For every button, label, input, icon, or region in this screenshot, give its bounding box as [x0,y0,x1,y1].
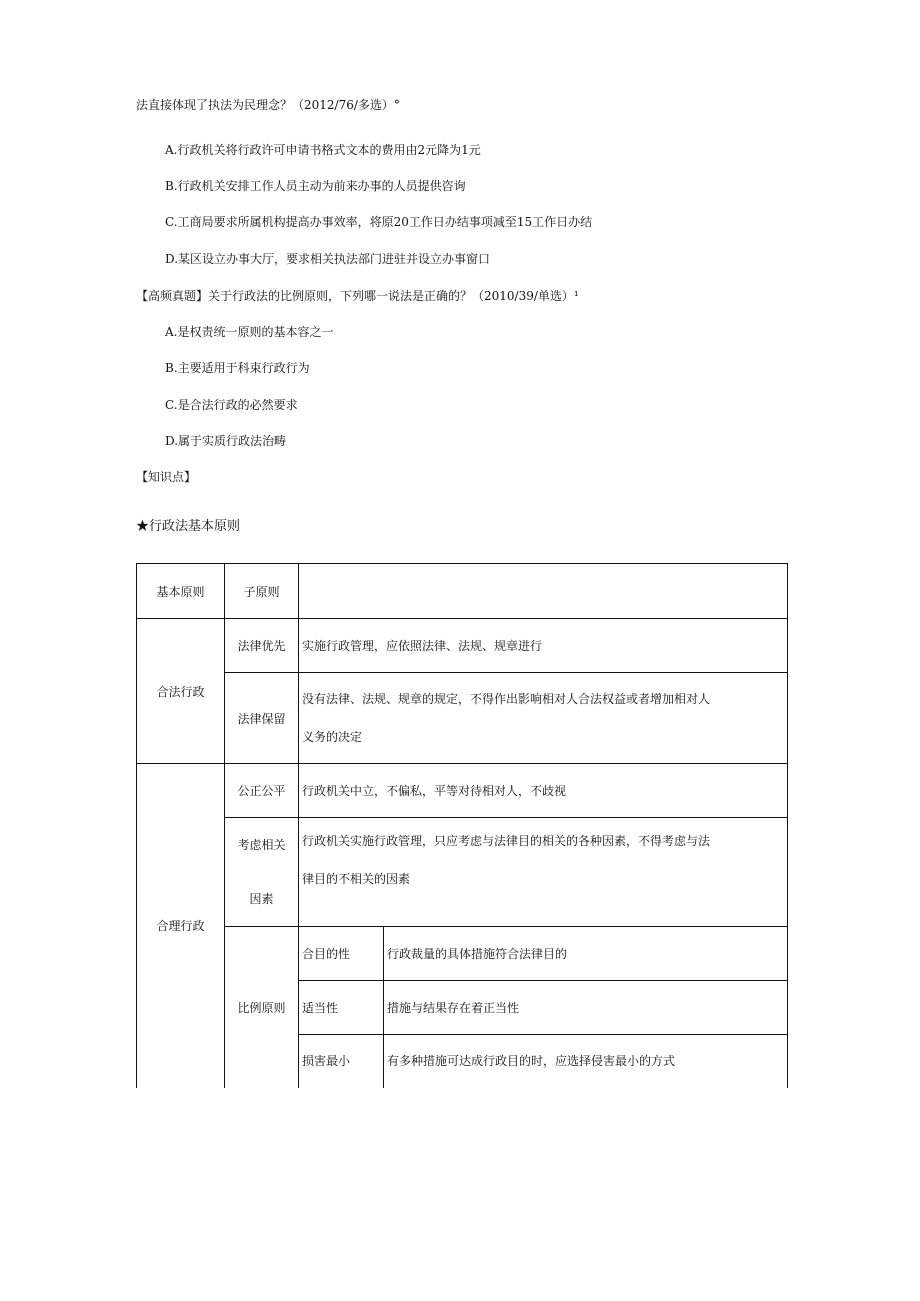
question1-option-d: D.某区设立办事大厅，要求相关执法部门进驻并设立办事窗口 [165,252,491,266]
table-header-row [137,564,788,619]
principle-legal-admin: 合法行政 [137,619,225,764]
desc-fairness: 行政机关中立，不偏私，平等对待相对人，不歧视 [299,764,788,818]
desc-legal-reservation [299,673,788,764]
sub-principle-proportionality: 比例原则 [225,927,299,1088]
question1-option-b: B.行政机关安排工作人员主动为前来办事的人员提供咨询 [165,179,466,193]
table-row [137,927,788,981]
question2-option-a: A.是权责统一原则的基本容之一 [165,325,334,339]
sub-principle-fairness: 公正公平 [225,764,299,818]
table-row [137,619,788,673]
knowledge-point-label: 【知识点】 [136,470,197,484]
table-row [137,673,788,764]
desc-relevant-factors-line2: 律目的不相关的因素 [302,872,411,886]
proportionality-item-desc: 有多种措施可达成行政目的时，应选择侵害最小的方式 [384,1035,788,1088]
header-basic-principle: 基本原则 [137,564,225,619]
question1-option-c: C.工商局要求所属机构提高办事效率，将原20工作日办结事项减至15工作日办结 [165,215,593,229]
table-row [137,764,788,818]
proportionality-item-desc: 措施与结果存在着正当性 [384,981,788,1035]
header-sub-principle: 子原则 [225,564,299,619]
header-description [299,564,788,619]
question1-stem: 法直接体现了执法为民理念？（2012/76/多选）° [136,98,400,112]
sub-principle-relevant-factors [225,818,299,927]
section-title: ★行政法基本原则 [136,519,241,534]
desc-legal-reservation-line1: 没有法律、法规、规章的规定，不得作出影响相对人合法权益或者增加相对人 [302,692,711,706]
sub-principle-legal-priority: 法律优先 [225,619,299,673]
question2-option-c: C.是合法行政的必然要求 [165,398,298,412]
principle-reasonable-admin: 合理行政 [137,764,225,1088]
question2-option-b: B.主要适用于科束行政行为 [165,361,310,375]
proportionality-item-desc: 行政裁量的具体措施符合法律目的 [384,927,788,981]
sub-principle-legal-reservation: 法律保留 [225,673,299,764]
proportionality-item-name: 合目的性 [299,927,384,981]
question1-option-a: A.行政机关将行政许可申请书格式文本的费用由2元降为1元 [165,143,481,157]
principles-table [136,563,788,1088]
sub-principle-relevant-factors-line1: 考虑相关 [237,838,286,852]
sub-principle-relevant-factors-line2: 因素 [249,892,274,906]
question2-stem: 【高频真题】关于行政法的比例原则，下列哪一说法是正确的？（2010/39/单选）¹ [136,289,579,303]
desc-relevant-factors [299,818,788,927]
desc-relevant-factors-line1: 行政机关实施行政管理，只应考虑与法律目的相关的各种因素，不得考虑与法 [302,834,711,848]
question2-option-d: D.属于实质行政法治畴 [165,434,287,448]
proportionality-item-name: 损害最小 [299,1035,384,1088]
table-row [137,818,788,927]
desc-legal-reservation-line2: 义务的决定 [302,730,363,744]
desc-legal-priority: 实施行政管理，应依照法律、法规、规章进行 [299,619,788,673]
proportionality-item-name: 适当性 [299,981,384,1035]
